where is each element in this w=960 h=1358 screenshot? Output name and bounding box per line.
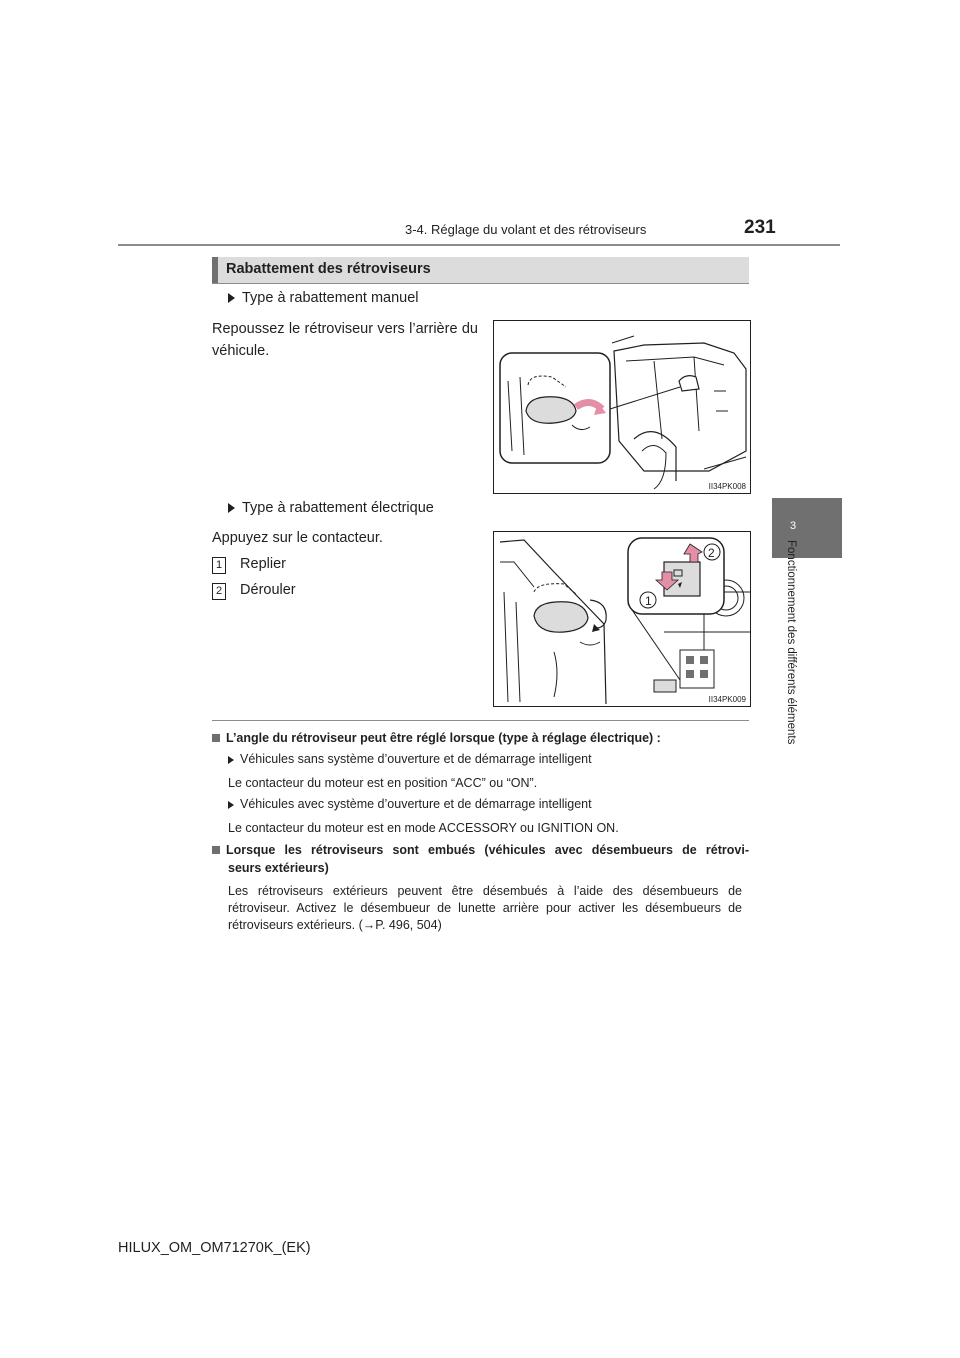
step-label-2: Dérouler [240, 582, 296, 598]
electric-instruction: Appuyez sur le contacteur. [212, 530, 383, 546]
footer-doc-code: HILUX_OM_OM71270K_(EK) [118, 1240, 311, 1256]
svg-text:1: 1 [645, 594, 652, 608]
manual-type-bullet [228, 290, 419, 306]
chapter-label: Fonctionnement des différents éléments [785, 540, 797, 745]
manual-figure-code: II34PK008 [708, 482, 746, 491]
manual-fold-figure [493, 320, 751, 494]
step-item-2 [212, 579, 296, 601]
chapter-number: 3 [790, 520, 797, 532]
section-title: Rabattement des rétroviseurs [226, 261, 431, 277]
step-number-2: 2 [212, 583, 226, 600]
note-with-bullet [228, 797, 592, 811]
section-accent [212, 257, 218, 283]
arrow-bullet-icon [228, 503, 235, 513]
page-number: 231 [744, 217, 776, 238]
step-number-1: 1 [212, 557, 226, 574]
note-without-text: Le contacteur du moteur est en position “ACC” ou “ON”. [228, 776, 538, 790]
electric-figure-code: II34PK009 [708, 695, 746, 704]
header-rule [118, 244, 840, 246]
note-fog-heading-line2: seurs extérieurs) [228, 861, 329, 875]
square-bullet-icon [212, 734, 220, 742]
arrow-bullet-icon [228, 801, 234, 809]
note-without-bullet [228, 752, 592, 766]
electric-type-label: Type à rabattement électrique [242, 500, 434, 516]
note-fog-line3: rétroviseurs extérieurs. (→P. 496, 504) [228, 918, 442, 932]
square-bullet-icon [212, 846, 220, 854]
note-fog-line1: Les rétroviseurs extérieurs peuvent être désembués à l’aide des désembueurs de [228, 884, 742, 898]
manual-type-label: Type à rabattement manuel [242, 290, 419, 306]
notes-divider [212, 720, 749, 721]
note-fog-heading-line1 [212, 842, 749, 859]
step-item-1 [212, 553, 286, 575]
electric-fold-figure [493, 531, 751, 707]
chapter-label-vertical [783, 540, 803, 810]
note-fog-heading-text: Lorsque les rétroviseurs sont embués (véhicules avec désembueurs de rétrovi- [226, 843, 749, 857]
arrow-bullet-icon [228, 293, 235, 303]
step-label-1: Replier [240, 556, 286, 572]
note-angle-heading [212, 730, 749, 747]
note-angle-heading-text: L’angle du rétroviseur peut être réglé lorsque (type à réglage électrique) : [226, 731, 661, 745]
electric-type-bullet [228, 500, 434, 516]
manual-fold-illustration [494, 321, 750, 493]
note-without-label: Véhicules sans système d’ouverture et de démarrage intelligent [240, 752, 592, 766]
section-title-bar [212, 257, 749, 284]
note-fog-line2: rétroviseur. Activez le désembueur de lunette arrière pour activer les désembueurs de [228, 901, 742, 915]
running-header: 3-4. Réglage du volant et des rétroviseurs [405, 222, 647, 237]
electric-fold-illustration [494, 532, 750, 706]
arrow-bullet-icon [228, 756, 234, 764]
svg-text:2: 2 [708, 546, 715, 560]
manual-instruction: Repoussez le rétroviseur vers l’arrière du véhicule. [212, 321, 478, 359]
note-with-label: Véhicules avec système d’ouverture et de démarrage intelligent [240, 797, 592, 811]
note-with-text: Le contacteur du moteur est en mode ACCESSORY ou IGNITION ON. [228, 821, 619, 835]
